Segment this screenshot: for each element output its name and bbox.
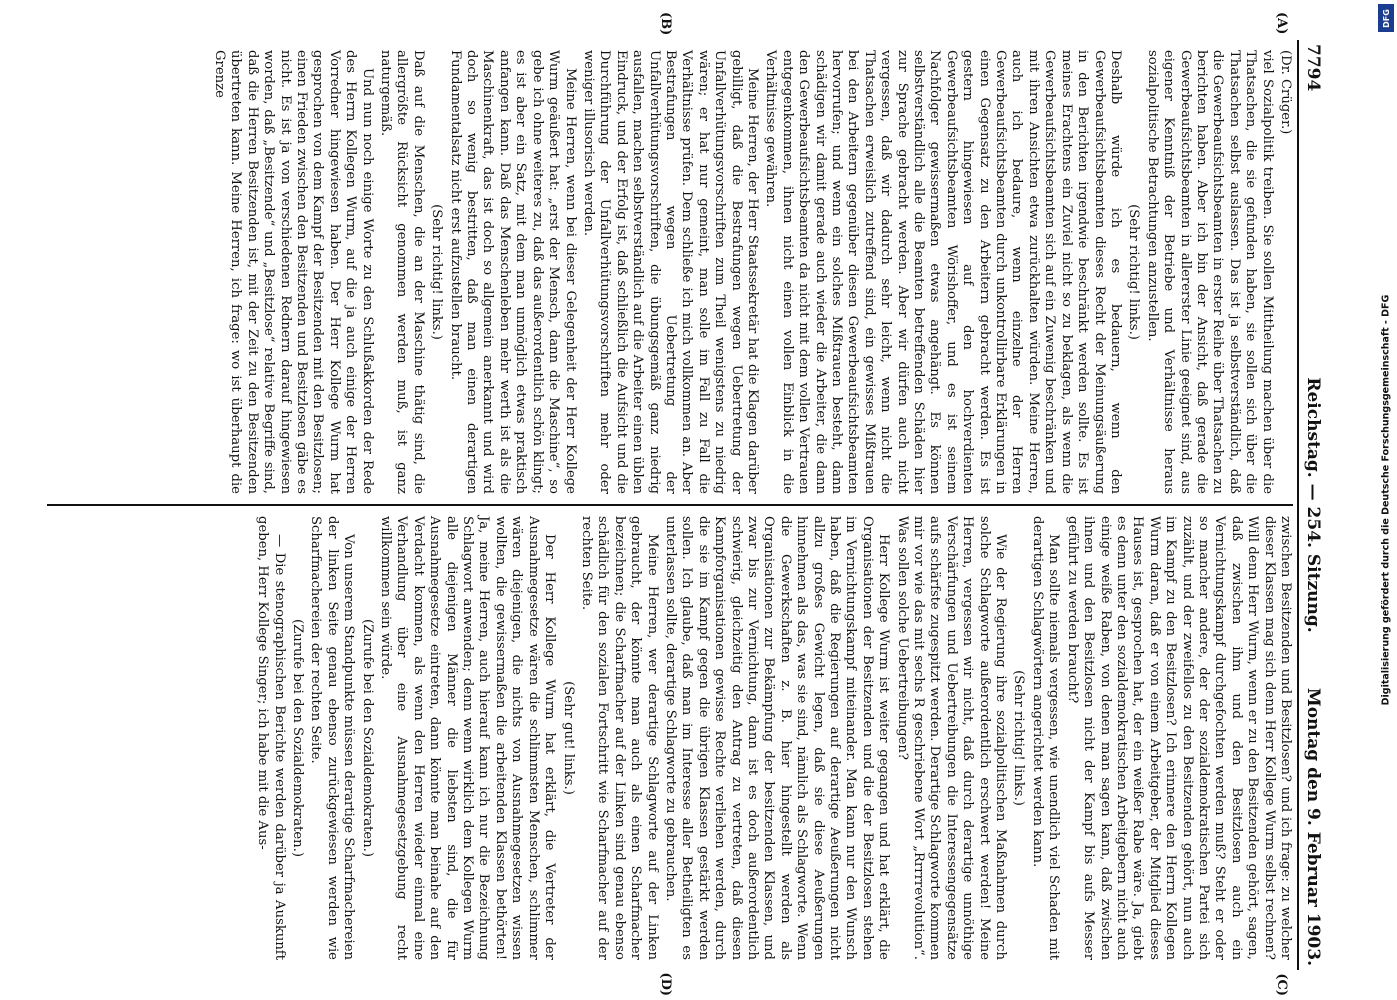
paragraph: zwischen Besitzenden und Besitzlosen? und ich frage: zu welcher dieser Klassen mag sich denn Herr Kollege Wurm selbst rechnen? Will denn Herr Wurm, wenn er zu den Besitzenden gehört, sagen, daß zwischen ihm und den Besitzlosen auch ein Vernichtungskampf durchgefochten werden muß? Steht er oder so mancher andere, der der sozialdemokratischen Partei sich zuzählt, und der zweifellos zu den Besitzenden gehört, nun auch im Kampf zu den Besitzlosen? Ich erinnere den Herrn Kollegen Wurm daran, daß er von einem Arbeitgeber, der Mitglied dieses Hauses ist, gesprochen hat, der ein weißer Rabe wäre. Ja, giebt es denn unter den sozialdemokratischen Arbeitgebern nicht auch einige weiße Raben, von denen man sagen kann, daß zwischen ihnen und den Besitzlosen nicht der Kampf bis aufs Messer geführt zu werden braucht? — [1064, 516, 1293, 960]
paragraph: Von unserem Standpunkte müssen derartige Scharfmachereien der linken Seite genau ebenso zurückgewiesen werden wie Scharfmachereien der rechten Seite. — [308, 516, 357, 960]
paragraph: viel Sozialpolitik treiben. Sie sollen Mittheilung machen über die Thatsachen, die sie gefunden haben, sie sollen sich über die Thatsachen selbst auslassen. Das ist ja selbstverständlich, daß die Gewerbeaufsichtsbeamten in erster Reihe über Thatsachen zu berichten haben. Aber ich bin der Ansicht, daß gerade die Gewerbeaufsichtsbeamten in allererster Linie geeignet sind, aus eigener Kenntniß der Betriebe und Verhältnisse heraus sozialpolitische Betrachtungen anzustellen. — [1144, 50, 1275, 494]
paragraph: Deshalb würde ich es bedauern, wenn den Gewerbeaufsichtsbeamten dieses Recht der Meinungsäußerung in den Berichten irgendwie beschränkt werden sollte. Es ist meines Erachtens ein Zuviel nicht so zu beklagen, als wenn die Gewerbeaufsichtsbeamten sich auf ein Zuwenig beschränken und mit ihren Ansichten etwa zurückhalten würden. Meine Herren, auch ich bedaure, wenn einzelne der Herren Gewerbeaufsichtsbeamten durch unkontrollirbare Erklärungen in einen Gegensatz zu den Arbeitern gebracht werden. Es ist gestern hingewiesen auf den hochverdienten Gewerbeaufsichtsbeamten Wörishoffer, und es ist seinem Nachfolger gewissermaßen etwas angehängt. Es können selbstverständlich alle die Beamten betreffenden Schäden hier zur Sprache gebracht werden. Aber wir dürfen auch nicht vergessen, daß wir dadurch sehr leicht, wenn nicht die Thatsachen erweislich zutreffend sind, ein gewisses Mißtrauen bei den Arbeitern gegenüber diesen Gewerbeaufsichtsbeamten hervorrufen; und wenn ein solches Mißtrauen besteht, dann schädigen wir damit gerade auch wieder die Arbeiter, die dann den Gewerbeaufsichtsbeamten da nicht mit dem vollen Vertrauen entgegenkommen, ihnen nicht einen vollen Einblick in die Verhältnisse gewähren. — [763, 50, 1123, 494]
page-date: Montag den 9. Februar 1903. — [1303, 687, 1323, 966]
paragraph: Wie der Regierung ihre sozialpolitischen Maßnahmen durch solche Schlagworte außerordentlich erschwert werden! Meine Herren, vergessen wir nicht, daß durch derartige unnöthige Verschärfungen und Uebertreibungen die Interessengegensätze aufs schärfste zugespitzt werden. Derartige Schlagworte kommen mir vor wie das mit sechs R geschriebene Wort „Rrrrrevolution“. Was sollen solche Uebertreibungen? — [894, 516, 1009, 960]
interjection: (Sehr richtig! links.) — [1126, 204, 1142, 340]
paragraph: Der Herr Kollege Wurm hat erklärt, die Vertreter der Ausnahmegesetze wären die schlimmsten Menschen, schlimmer wären diejenigen, die nichts von Ausnahmegesetzen wissen wollten, die gewissermaßen die arbeitenden Klassen bethörten! Ja, meine Herren, auch hierauf kann ich nur die Bezeichnung Schlagwort anwenden; denn wenn wirklich dem Kollegen Wurm alle diejenigen Männer die liebsten sind, die für Ausnahmegesetze eintreten, dann könnte man beinahe auf den Verdacht kommen, als wenn den Herren wieder einmal eine Verhandlung über eine Ausnahmegesetzgebung recht willkommen sein würde. — [378, 516, 558, 960]
paragraph: Man sollte niemals vergessen, wie unendlich viel Schaden mit derartigen Schlagwörtern angerichtet werden kann. — [1029, 516, 1062, 960]
margin-mark-d: (D) — [658, 972, 673, 996]
page-number: 7794 — [1303, 44, 1323, 92]
paragraph: Meine Herren, der Herr Staatssekretär hat die Klagen darüber gebilligt, daß die Bestrafungen wegen Uebertretung der Unfallverhütungsvorschriften zum Theil wenigstens zu niedrig wären; er hat nur gemeint, man solle im Fall zu Fall die Verhältnisse prüfen. Dem schließe ich mich vollkommen an. Aber Bestrafungen wegen Uebertretung der Unfallverhütungsvorschriften, die übungsgemäß ganz niedrig ausfallen, machen selbstverständlich auf die Arbeiter einen üblen Eindruck, und der Erfolg ist, daß schließlich die Aufsicht und die Durchführung der Unfallverhütungsvorschriften mehr oder weniger illusorisch werden. — [580, 50, 760, 494]
dfg-logo: DFG — [1378, 4, 1394, 32]
digitization-note: Digitalisierung gefördert durch die Deutsche Forschungsgemeinschaft - DFG — [1380, 294, 1392, 706]
paragraph: Meine Herren, wer derartige Schlagworte auf der Linken gebraucht, der könnte man auch als einen Scharfmacher bezeichnen; die Scharfmacher auf der Linken sind genau ebenso schädlich für den sozialen Fortschritt wie Scharfmacher auf der rechten Seite. — [578, 516, 660, 960]
text-columns — [47, 12, 1293, 996]
margin-mark-c: (C) — [1274, 973, 1289, 996]
interjection: (Zurufe bei den Sozialdemokraten.) — [290, 618, 306, 858]
paragraph: Herr Kollege Wurm ist weiter gegangen und hat erklärt, die Organisationen der Besitzenden und die der Besitzlosen stehen im Vernichtungskampf miteinander. Man kann nur den Wunsch haben, daß die Regierungen auf derartige Aeußerungen nicht allzu großes Gewicht legen, daß sie diese Aeußerungen hinnehmen als das, was sie sind, nämlich als Schlagworte. Wenn die Gewerkschaften z. B. hier hingestellt werden als Organisationen zur Bekämpfung der besitzenden Klassen, und zwar bis zur Vernichtung, dann ist es doch außerordentlich schwierig, gleichzeitig den Antrag zu vertreten, daß diesen Kampforganisationen gewisse Rechte verliehen werden, durch die sie im Kampf gegen die übrigen Klassen gestärkt werden sollen. Ich glaube, daß man im Interesse aller Betheiligten es unterlassen sollte, derartige Schlagworte zu gebrauchen. — [662, 516, 892, 960]
margin-mark-b: (B) — [658, 12, 673, 36]
page-header — [1297, 40, 1337, 970]
paragraph: Und nun noch einige Worte zu den Schlußakkorden der Rede des Herrn Kollegen Wurm, auf die ja auch einige der Herren Vorredner hingewiesen haben. Der Herr Kollege Wurm hat gesprochen von dem Kampf der Besitzenden mit den Besitzlosen; einen Frieden zwischen den Besitzenden und Besitzlosen gäbe es nicht. Es ist ja von verschiedenen Rednern darauf hingewiesen worden, daß „Besitzende“ und „Besitzlose“ relative Begriffe sind, daß die Herren Besitzenden ist, mit der Zeit zu den Besitzenden übertreten kann. Meine Herren, ich frage: wo ist überhaupt die Grenze — [212, 50, 375, 494]
paragraph: Meine Herren, wenn bei dieser Gelegenheit der Herr Kollege Wurm geäußert hat: „erst der Mensch, dann die Maschine“, so gebe ich ohne weiteres zu, daß das außerordentlich schön klingt; es ist aber ein Satz, mit dem man unmöglich etwas praktisch anfangen kann. Daß das Menschenleben mehr werth ist als die Maschinenkraft, das ist doch so allgemein anerkannt und wird doch so wenig bestritten, daß man einen derartigen Fundamentalsatz nicht erst aufzustellen braucht. — [447, 50, 578, 494]
page-title: Reichstag. — 254. Sitzung. — [1303, 377, 1323, 633]
speaker-label: (Dr. Crüger.) — [1278, 50, 1293, 135]
paragraph: — Die stenographischen Berichte werden darüber ja Auskunft geben, Herr Kollege Singer; ich habe mit die Aus- — [255, 516, 287, 960]
interjection: (Zurufe bei den Sozialdemokraten.) — [359, 618, 375, 858]
interjection: (Sehr richtig! links.) — [1011, 670, 1027, 806]
left-column — [47, 12, 1293, 504]
margin-mark-a: (A) — [1274, 12, 1289, 35]
interjection: (Sehr richtig! links.) — [429, 204, 445, 340]
interjection: (Sehr gut! links.) — [560, 681, 576, 795]
page-content — [47, 12, 1337, 996]
paragraph: Daß auf die Menschen, die an der Maschine thätig sind, die allergrößte Rücksicht genommen werden muß, ist ganz naturgemäß. — [378, 50, 426, 494]
right-column — [47, 506, 1293, 996]
